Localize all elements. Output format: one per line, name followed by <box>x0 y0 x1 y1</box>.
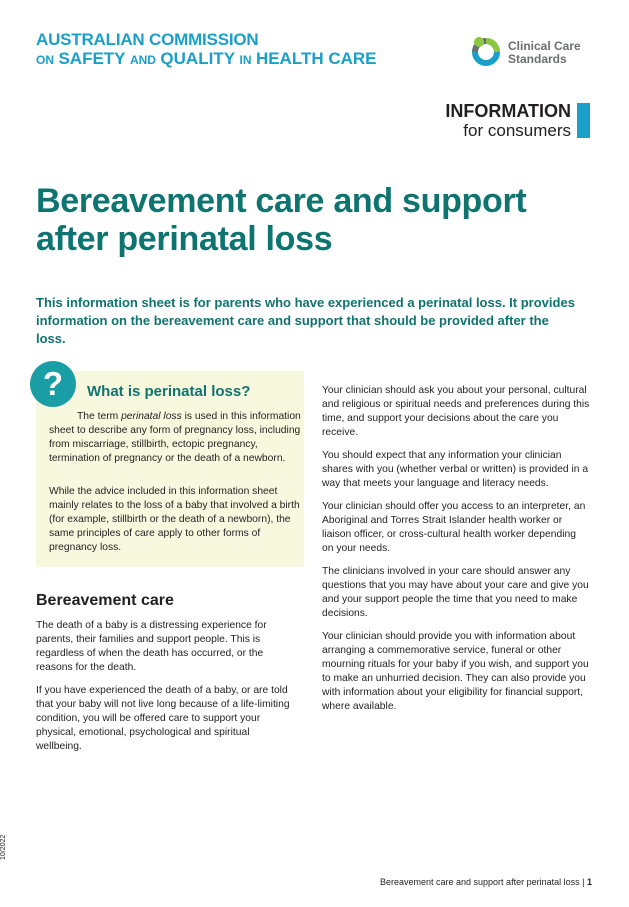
intro-paragraph: This information sheet is for parents who have experienced a perinatal loss. It provides information on the bereavement care and support that should be provided after the loss. <box>36 295 575 346</box>
org-word-on: ON <box>36 53 54 67</box>
page-title <box>36 182 596 258</box>
page-number: 1 <box>586 877 592 887</box>
right-column-paragraph: Your clinician should ask you about your personal, cultural and religious or spiritual needs and preferences during this time, and support your decisions about the care you receive. <box>322 385 590 438</box>
right-column-paragraph: Your clinician should provide you with information about arranging a commemorative service, funeral or other mourning rituals for your baby if you wish, and support you to make an unhurried decision. They can also provide you with information about your eligibility for financial support, where available. <box>322 631 589 712</box>
org-word-and: AND <box>129 53 156 67</box>
clinical-care-standards-logo-text <box>508 40 581 66</box>
org-word-in: IN <box>239 53 252 67</box>
info-accent-bar <box>577 103 590 138</box>
page-title-line1: Bereavement care and support <box>36 182 527 220</box>
right-column-paragraph: You should expect that any information your clinician shares with you (whether verbal or written) is provided in a way that meets your language and literacy needs. <box>322 450 589 489</box>
left-column <box>36 619 298 763</box>
right-column <box>322 384 590 723</box>
callout-paragraph-2: While the advice included in this information sheet mainly relates to the loss of a baby that involved a birth (for example, stillbirth or the death of a newborn), the same principles of care apply to other forms of pregnancy loss. <box>49 486 300 553</box>
bereavement-paragraph: The death of a baby is a distressing experience for parents, their families and support people. This is regardless of when the death has occurred, or the reasons for the death. <box>36 620 267 673</box>
org-word-quality: QUALITY <box>160 49 236 68</box>
footer-text: Bereavement care and support after perinatal loss <box>379 877 580 887</box>
callout-p1-before: The term <box>77 411 122 422</box>
question-icon: ? <box>30 361 76 407</box>
org-word-safety: SAFETY <box>58 49 126 68</box>
publication-date: 10/2022 <box>0 834 7 860</box>
footer-separator: | <box>582 877 585 887</box>
clinical-care-standards-icon <box>468 34 504 70</box>
org-name-line2 <box>36 49 377 70</box>
page-footer <box>380 877 592 887</box>
callout-p1-term: perinatal loss <box>121 411 182 422</box>
callout-p1-after: is used in this information sheet to describe any form of pregnancy loss, including from miscarriage, stillbirth, ectopic pregnancy, termination of pregnancy or the death of a newborn. <box>49 411 301 464</box>
right-column-paragraph: Your clinician should offer you access to an interpreter, an Aboriginal and Torres Strait Islander health worker or liaison officer, or cross-cultural health worker depending on your needs. <box>322 501 586 554</box>
page-title-line2: after perinatal loss <box>36 220 333 258</box>
callout-heading: What is perinatal loss? <box>87 383 251 400</box>
bereavement-paragraph: If you have experienced the death of a baby, or are told that your baby will not live long because of a life-limiting condition, you will be offered care to support your physical, emotional, psychological and spiritual wellbeing. <box>36 685 290 752</box>
callout-paragraph-1 <box>49 410 301 466</box>
org-word-health-care: HEALTH CARE <box>255 49 377 68</box>
info-subtitle: for consumers <box>463 121 571 140</box>
information-for-consumers-label <box>445 101 571 141</box>
right-column-paragraph: The clinicians involved in your care should answer any questions that you may have about your care and give you and your support people the time that you need to make decisions. <box>322 566 589 619</box>
info-title: INFORMATION <box>445 101 571 121</box>
logo-line2: Standards <box>508 52 567 66</box>
org-name-line1: AUSTRALIAN COMMISSION <box>36 30 259 49</box>
bereavement-care-heading: Bereavement care <box>36 592 174 609</box>
logo-line1: Clinical Care <box>508 39 581 53</box>
